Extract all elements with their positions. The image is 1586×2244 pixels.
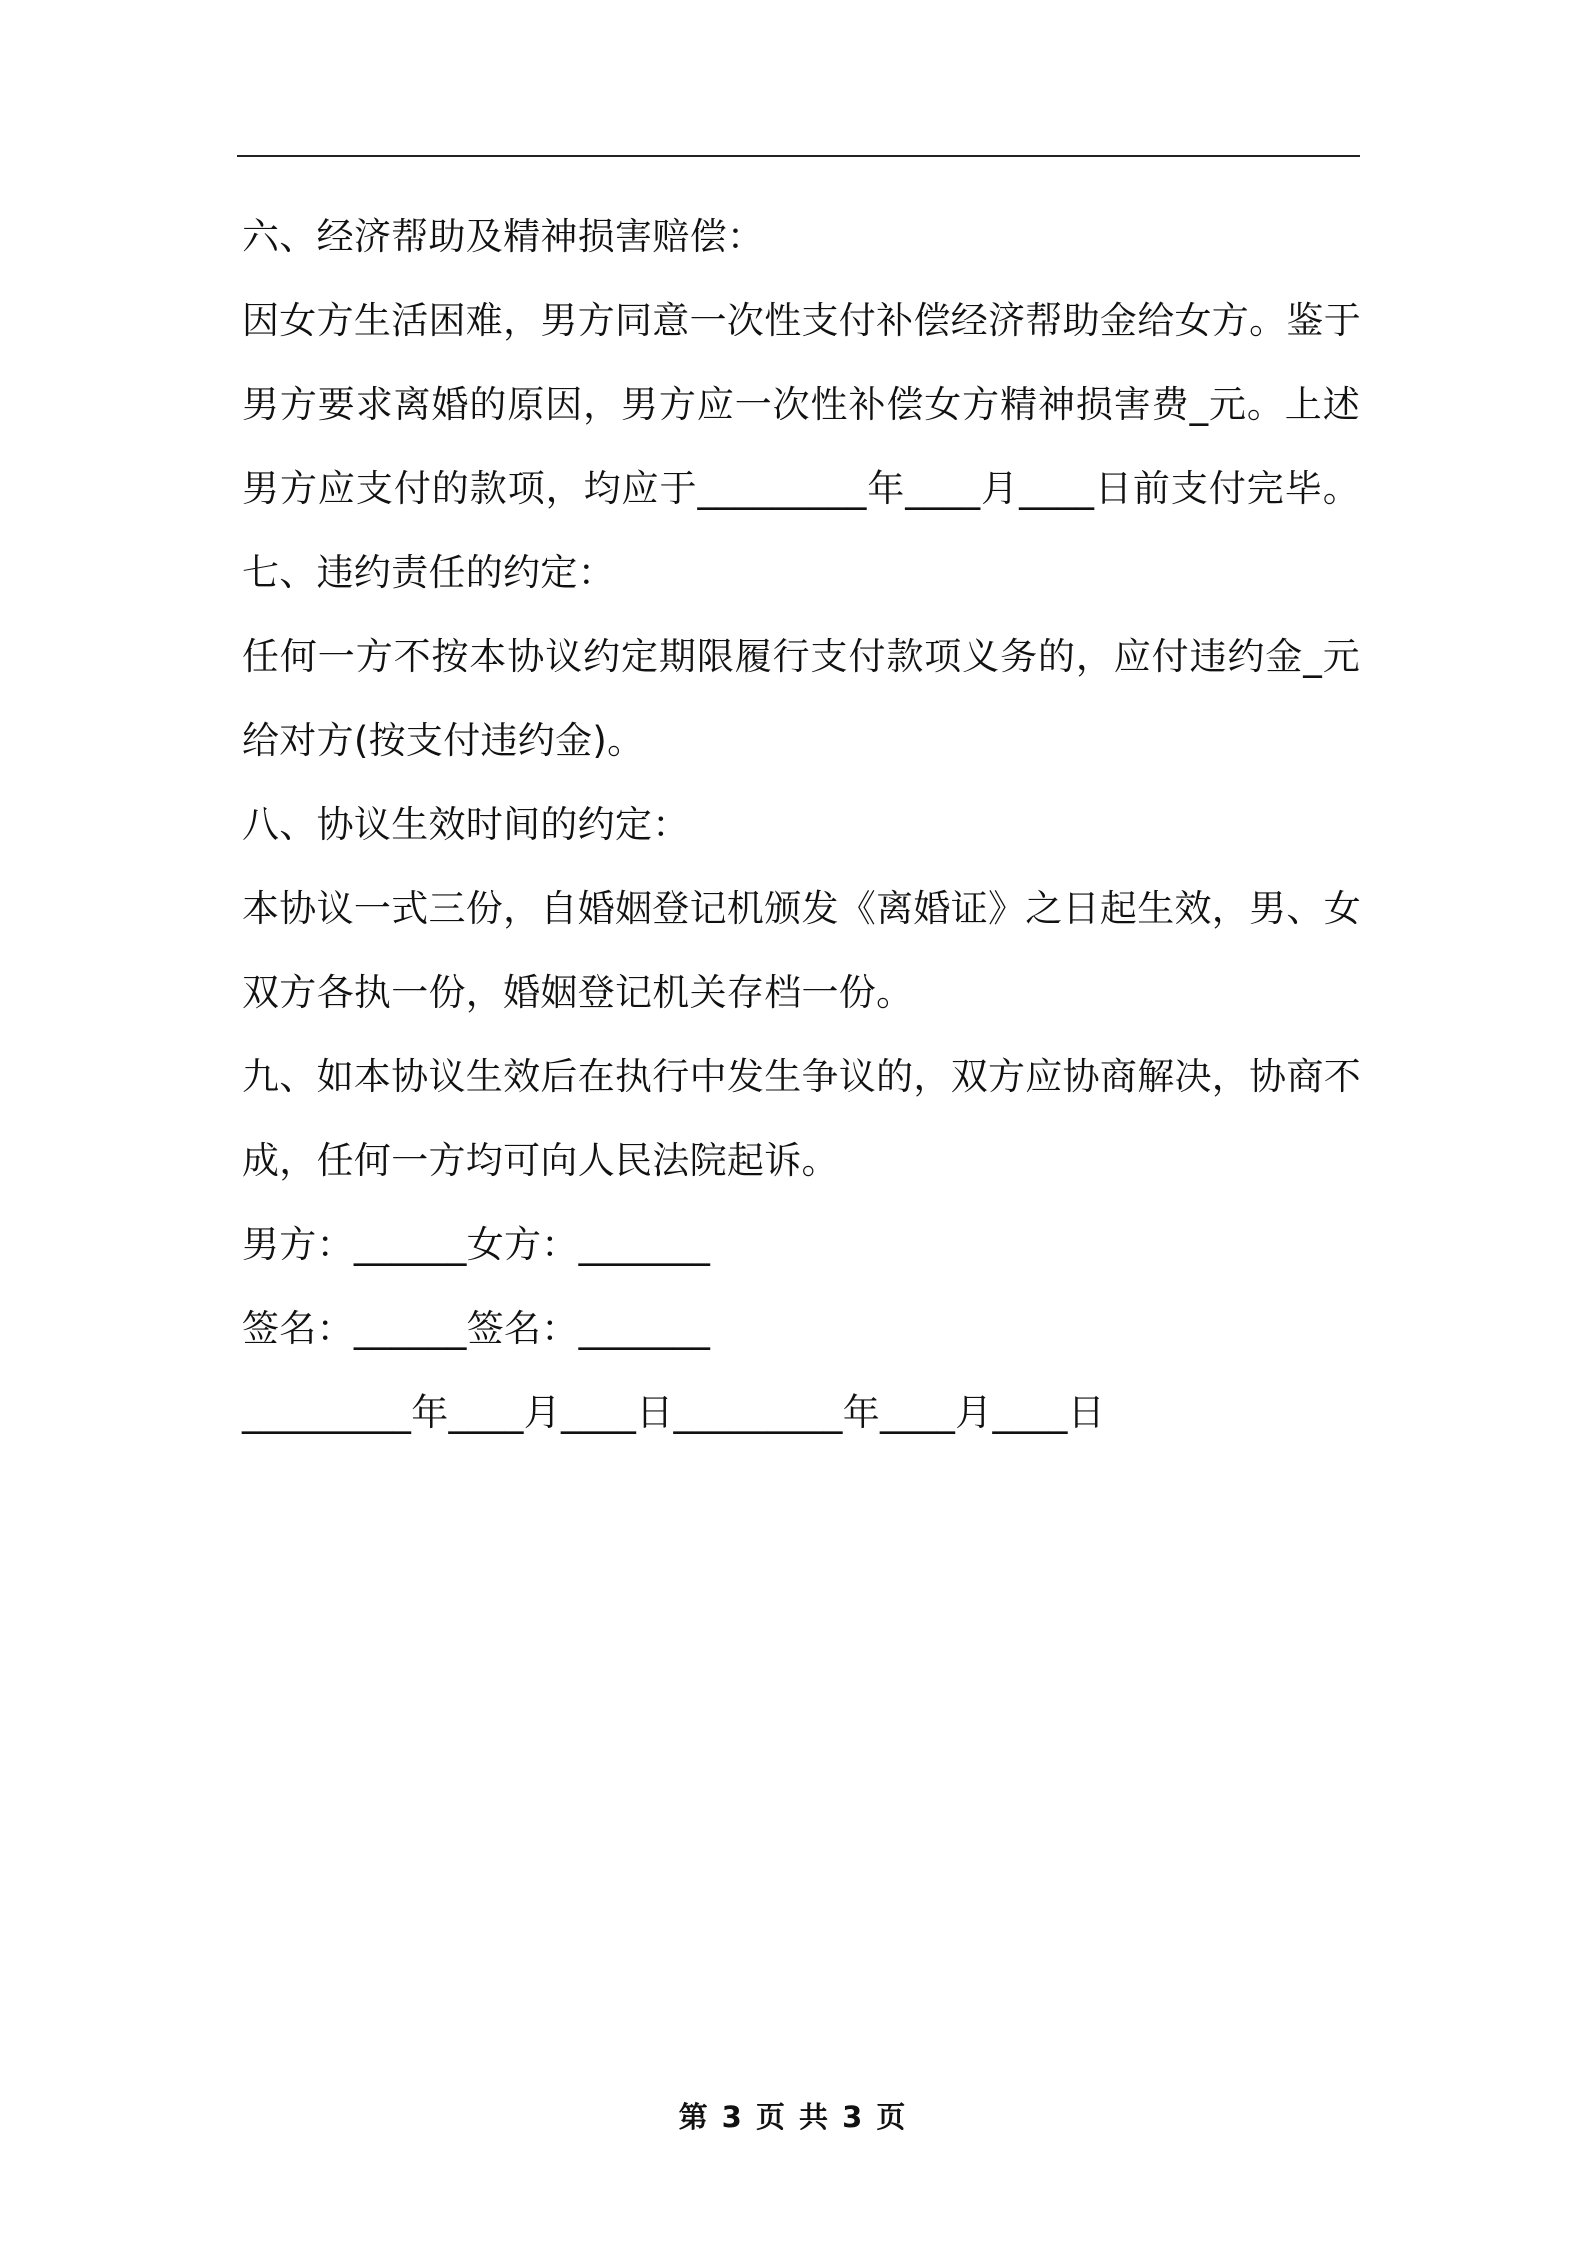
section-six-paragraph-line-3: 男方应支付的款项，均应于_________年____月____日前支付完毕。 (242, 467, 1360, 510)
section-seven-paragraph-line-2: 给对方(按支付违约金)。 (242, 719, 645, 762)
section-nine-line-1: 九、如本协议生效后在执行中发生争议的，双方应协商解决，协商不 (242, 1055, 1361, 1098)
section-eight-heading: 八、协议生效时间的约定： (242, 803, 690, 846)
date-line: _________年____月____日_________年____月____日 (242, 1391, 1105, 1434)
party-names-line: 男方：______女方：_______ (242, 1223, 711, 1266)
section-nine-line-2: 成，任何一方均可向人民法院起诉。 (242, 1139, 839, 1182)
section-six-paragraph-line-2: 男方要求离婚的原因，男方应一次性补偿女方精神损害费_元。上述 (242, 383, 1360, 426)
header-divider (237, 155, 1360, 157)
section-eight-paragraph-line-2: 双方各执一份，婚姻登记机关存档一份。 (242, 971, 914, 1014)
section-eight-paragraph-line-1: 本协议一式三份，自婚姻登记机颁发《离婚证》之日起生效，男、女 (242, 887, 1361, 930)
section-six-heading: 六、经济帮助及精神损害赔偿： (242, 215, 765, 258)
section-seven-heading: 七、违约责任的约定： (242, 551, 615, 594)
agreement-body (242, 195, 1360, 1455)
page-number-footer: 第 3 页 共 3 页 (678, 2100, 908, 2134)
section-six-paragraph-line-1: 因女方生活困难，男方同意一次性支付补偿经济帮助金给女方。鉴于 (242, 299, 1361, 342)
signature-line: 签名：______签名：_______ (242, 1307, 711, 1350)
section-seven-paragraph-line-1: 任何一方不按本协议约定期限履行支付款项义务的，应付违约金_元 (242, 635, 1360, 678)
